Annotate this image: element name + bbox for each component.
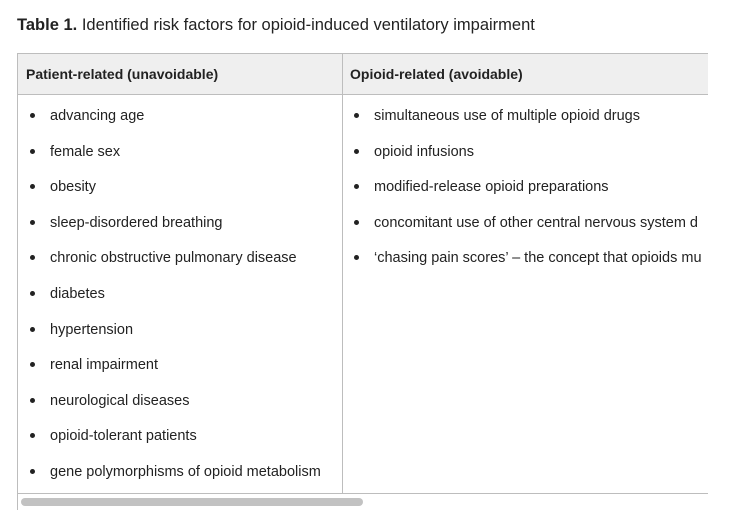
bullet-icon (30, 469, 35, 474)
scrollbar-thumb[interactable] (21, 498, 363, 506)
bullet-icon (354, 184, 359, 189)
bullet-icon (354, 149, 359, 154)
header-opioid-related: Opioid-related (avoidable) (350, 66, 523, 82)
list-item-text: opioid-tolerant patients (50, 428, 197, 445)
list-item-text: female sex (50, 143, 121, 160)
bullet-icon (30, 220, 35, 225)
list-item-text: hypertension (50, 321, 134, 338)
table-caption-text: Identified risk factors for opioid-induced ventilatory impairment (81, 16, 535, 34)
bullet-icon (354, 255, 359, 260)
table-caption (17, 14, 535, 36)
bullet-icon (30, 291, 35, 296)
table-header-row (18, 53, 708, 95)
bullet-icon (354, 220, 359, 225)
risk-factor-table (18, 53, 708, 494)
list-item-text: sleep-disordered breathing (50, 214, 223, 231)
bullet-icon (30, 184, 35, 189)
bullet-icon (30, 255, 35, 260)
horizontal-scrollbar[interactable] (18, 496, 708, 508)
bullet-icon (30, 327, 35, 332)
column-divider (342, 53, 343, 494)
list-item-text: obesity (50, 179, 96, 196)
table-bottom-border (18, 493, 708, 494)
table-scroll-container[interactable] (17, 53, 708, 510)
list-item-text: diabetes (50, 285, 105, 302)
list-item-text: modified-release opioid preparations (374, 179, 609, 196)
list-item-text: concomitant use of other central nervous system d (374, 214, 698, 231)
list-item-text: ‘chasing pain scores’ – the concept that opioids mu (374, 250, 702, 267)
table-caption-label: Table 1. (17, 16, 78, 34)
bullet-icon (30, 113, 35, 118)
list-item-text: renal impairment (50, 357, 158, 374)
list-item-text: neurological diseases (50, 392, 190, 409)
list-item-text: chronic obstructive pulmonary disease (50, 250, 297, 267)
bullet-icon (354, 113, 359, 118)
list-item-text: opioid infusions (374, 143, 474, 160)
header-patient-related: Patient-related (unavoidable) (26, 66, 219, 82)
bullet-icon (30, 398, 35, 403)
list-item-text: simultaneous use of multiple opioid drugs (374, 108, 640, 124)
bullet-icon (30, 362, 35, 367)
bullet-icon (30, 149, 35, 154)
bullet-icon (30, 433, 35, 438)
list-item-text: gene polymorphisms of opioid metabolism (50, 463, 321, 480)
list-item-text: advancing age (50, 108, 145, 124)
